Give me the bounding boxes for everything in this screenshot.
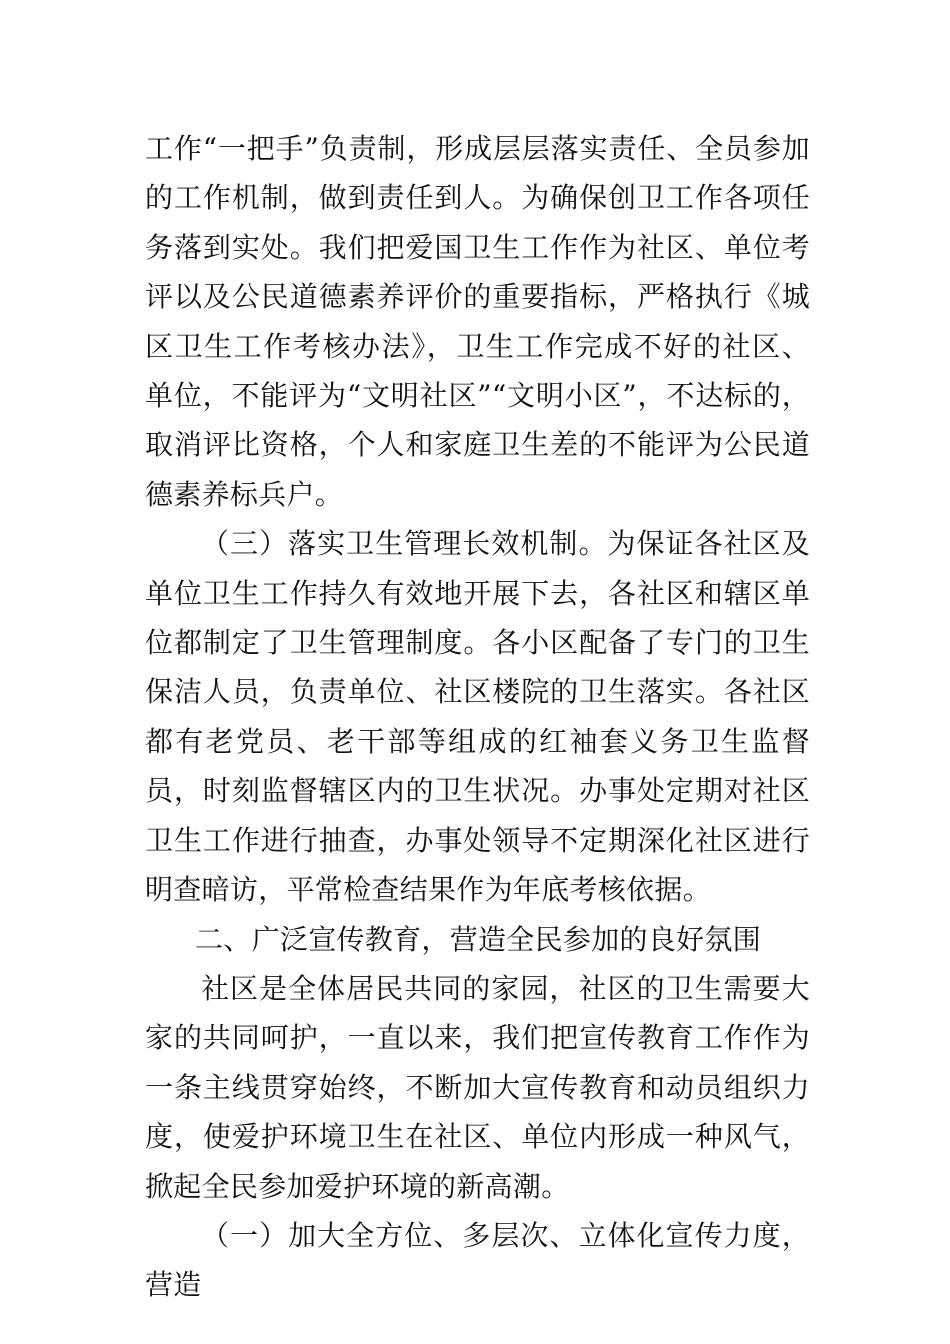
section-heading-publicity: 二、广泛宣传教育，营造全民参加的良好氛围 [195, 922, 762, 956]
paragraph-responsibility-system: 工作“一把手”负责制，形成层层落实责任、全员参加的工作机制，做到责任到人。为确保创卫工作各项任务落到实处。我们把爱国卫生工作作为社区、单位考评以及公民道德素养评价的重要指标，严格执行《城区卫生工作考核办法》，卫生工作完成不好的社区、单位，不能评为“文明社区”“文明小区”，不达标的，取消评比资格，个人和家庭卫生差的不能评为公民道德素养标兵户。 [145, 132, 810, 511]
document-body [145, 124, 810, 1310]
paragraph-community-home: 社区是全体居民共同的家园，社区的卫生需要大家的共同呵护，一直以来，我们把宣传教育工作作为一条主线贯穿始终，不断加大宣传教育和动员组织力度，使爱护环境卫生在社区、单位内形成一种风气，掀起全民参加爱护环境的新高潮。 [145, 971, 810, 1203]
paragraph-publicity-intensity: （一）加大全方位、多层次、立体化宣传力度，营造 [145, 1218, 810, 1302]
paragraph-long-term-mechanism: （三）落实卫生管理长效机制。为保证各社区及单位卫生工作持久有效地开展下去，各社区和辖区单位都制定了卫生管理制度。各小区配备了专门的卫生保洁人员，负责单位、社区楼院的卫生落实。各社区都有老党员、老干部等组成的红袖套义务卫生监督员，时刻监督辖区内的卫生状况。办事处定期对社区卫生工作进行抽查，办事处领导不定期深化社区进行明查暗访，平常检查结果作为年底考核依据。 [145, 527, 810, 907]
